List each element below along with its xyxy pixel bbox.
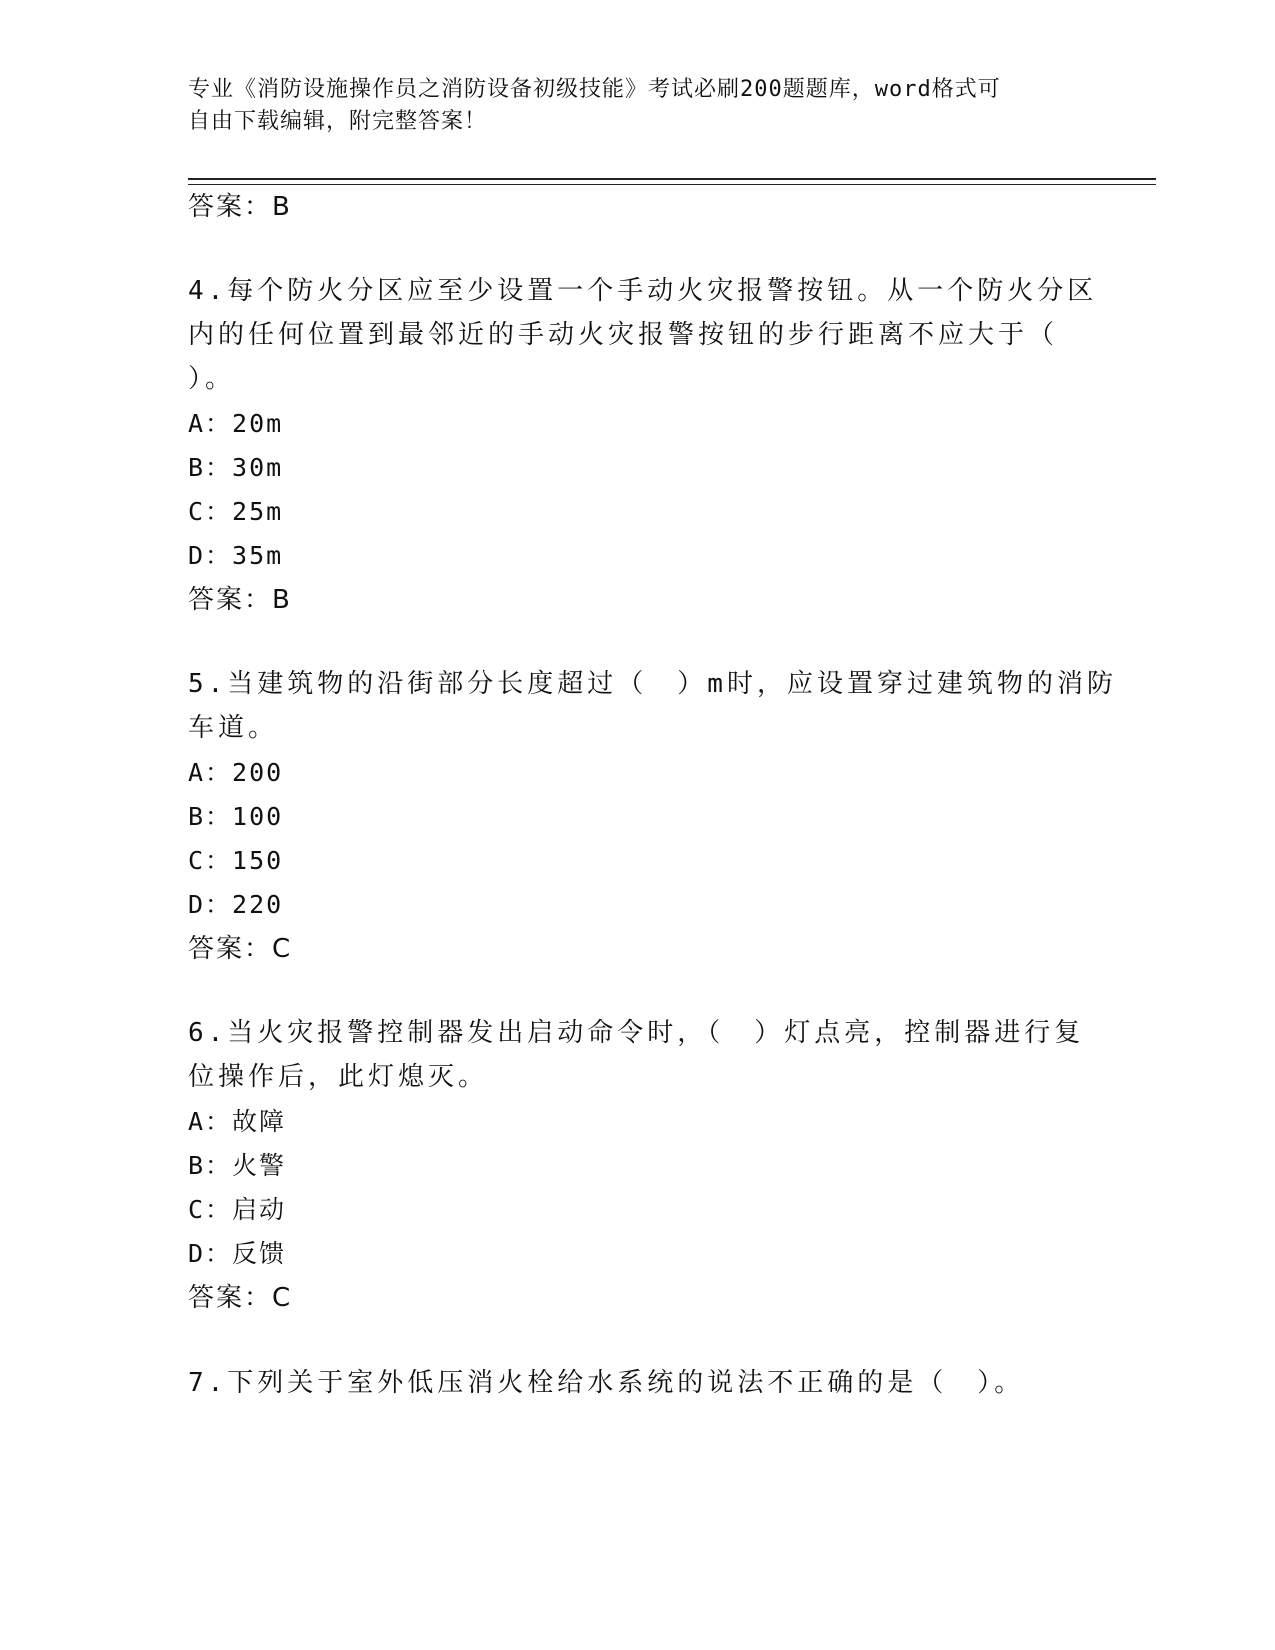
question-5-option-a: A：200 xyxy=(188,758,284,787)
question-5-option-d: D：220 xyxy=(188,890,284,919)
question-4-option-c: C：25m xyxy=(188,497,284,526)
header-divider-thick xyxy=(188,178,1156,180)
question-4-line-1: 4.每个防火分区应至少设置一个手动火灾报警按钮。从一个防火分区 xyxy=(188,276,1098,306)
question-5-answer: 答案：C xyxy=(188,934,293,964)
answer-previous: 答案：B xyxy=(188,192,292,222)
question-4-option-d: D：35m xyxy=(188,541,284,570)
question-4-line-2: 内的任何位置到最邻近的手动火灾报警按钮的步行距离不应大于（ xyxy=(188,320,1059,350)
question-6-option-a: A：故障 xyxy=(188,1107,287,1136)
question-5-option-b: B：100 xyxy=(188,802,284,831)
question-4-line-3: ）。 xyxy=(188,364,236,394)
document-header xyxy=(188,74,1088,138)
question-5-option-c: C：150 xyxy=(188,846,284,875)
header-divider-thin xyxy=(188,184,1156,185)
question-6-option-d: D：反馈 xyxy=(188,1239,287,1268)
question-6-line-2: 位操作后，此灯熄灭。 xyxy=(188,1062,489,1092)
question-5-line-2: 车道。 xyxy=(188,713,279,743)
question-4-option-a: A：20m xyxy=(188,409,284,438)
question-4-option-b: B：30m xyxy=(188,453,284,482)
header-line-1: 专业《消防设施操作员之消防设备初级技能》考试必刷200题题库，word格式可 xyxy=(188,77,1001,102)
question-6-option-c: C：启动 xyxy=(188,1195,287,1224)
question-6-line-1: 6.当火灾报警控制器发出启动命令时，（ ）灯点亮，控制器进行复 xyxy=(188,1018,1085,1048)
question-6-answer: 答案：C xyxy=(188,1283,293,1313)
question-4-answer: 答案：B xyxy=(188,585,292,615)
question-5-line-1: 5.当建筑物的沿街部分长度超过（ ）m时，应设置穿过建筑物的消防 xyxy=(188,669,1117,699)
question-7-line-1: 7.下列关于室外低压消火栓给水系统的说法不正确的是（ ）。 xyxy=(188,1368,1025,1398)
header-line-2: 自由下载编辑，附完整答案！ xyxy=(188,109,488,134)
question-6-option-b: B：火警 xyxy=(188,1151,287,1180)
